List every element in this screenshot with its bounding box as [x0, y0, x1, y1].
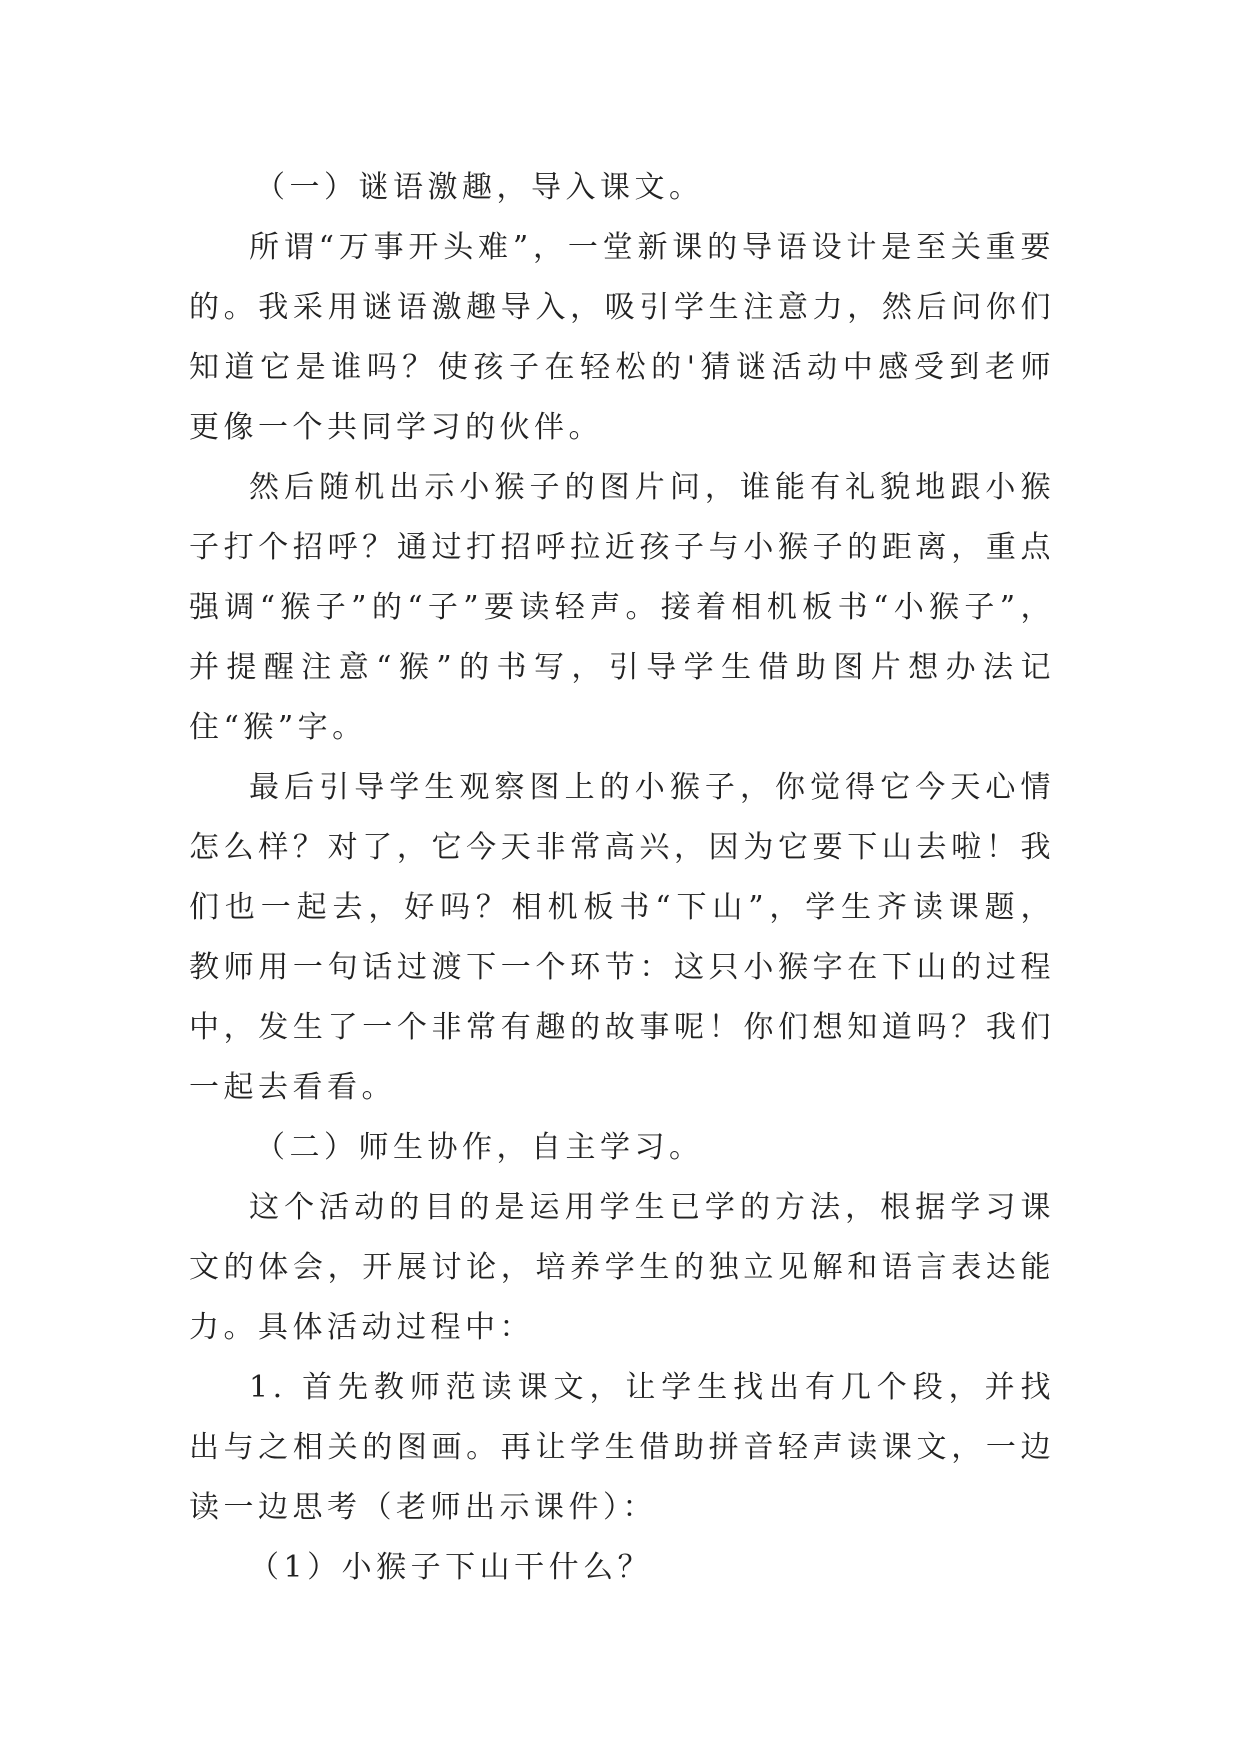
list-item: 1. 首先教师范读课文，让学生找出有几个段，并找出与之相关的图画。再让学生借助拼音轻声读课文，一边读一边思考（老师出示课件）： — [189, 1370, 1055, 1525]
paragraph: 然后随机出示小猴子的图片问，谁能有礼貌地跟小猴子打个招呼？通过打招呼拉近孩子与小猴子的距离，重点强调“猴子”的“子”要读轻声。接着相机板书“小猴子”，并提醒注意“猴”的书写，引导学生借助图片想办法记住“猴”字。 — [189, 470, 1055, 745]
section-heading-2: （二）师生协作，自主学习。 — [255, 1130, 704, 1165]
paragraph: 所谓“万事开头难”，一堂新课的导语设计是至关重要的。我采用谜语激趣导入，吸引学生注意力，然后问你们知道它是谁吗？使孩子在轻松的'猜谜活动中感受到老师更像一个共同学习的伙伴。 — [189, 230, 1055, 445]
sub-list-item: （1）小猴子下山干什么？ — [249, 1550, 653, 1585]
section-heading-1: （一）谜语激趣，导入课文。 — [255, 170, 704, 205]
document-body — [189, 158, 1055, 1598]
paragraph: 这个活动的目的是运用学生已学的方法，根据学习课文的体会，开展讨论，培养学生的独立见解和语言表达能力。具体活动过程中： — [189, 1190, 1055, 1345]
paragraph: 最后引导学生观察图上的小猴子，你觉得它今天心情怎么样？对了，它今天非常高兴，因为它要下山去啦！我们也一起去，好吗？相机板书“下山”，学生齐读课题，教师用一句话过渡下一个环节：这只小猴字在下山的过程中，发生了一个非常有趣的故事呢！你们想知道吗？我们一起去看看。 — [189, 770, 1055, 1105]
